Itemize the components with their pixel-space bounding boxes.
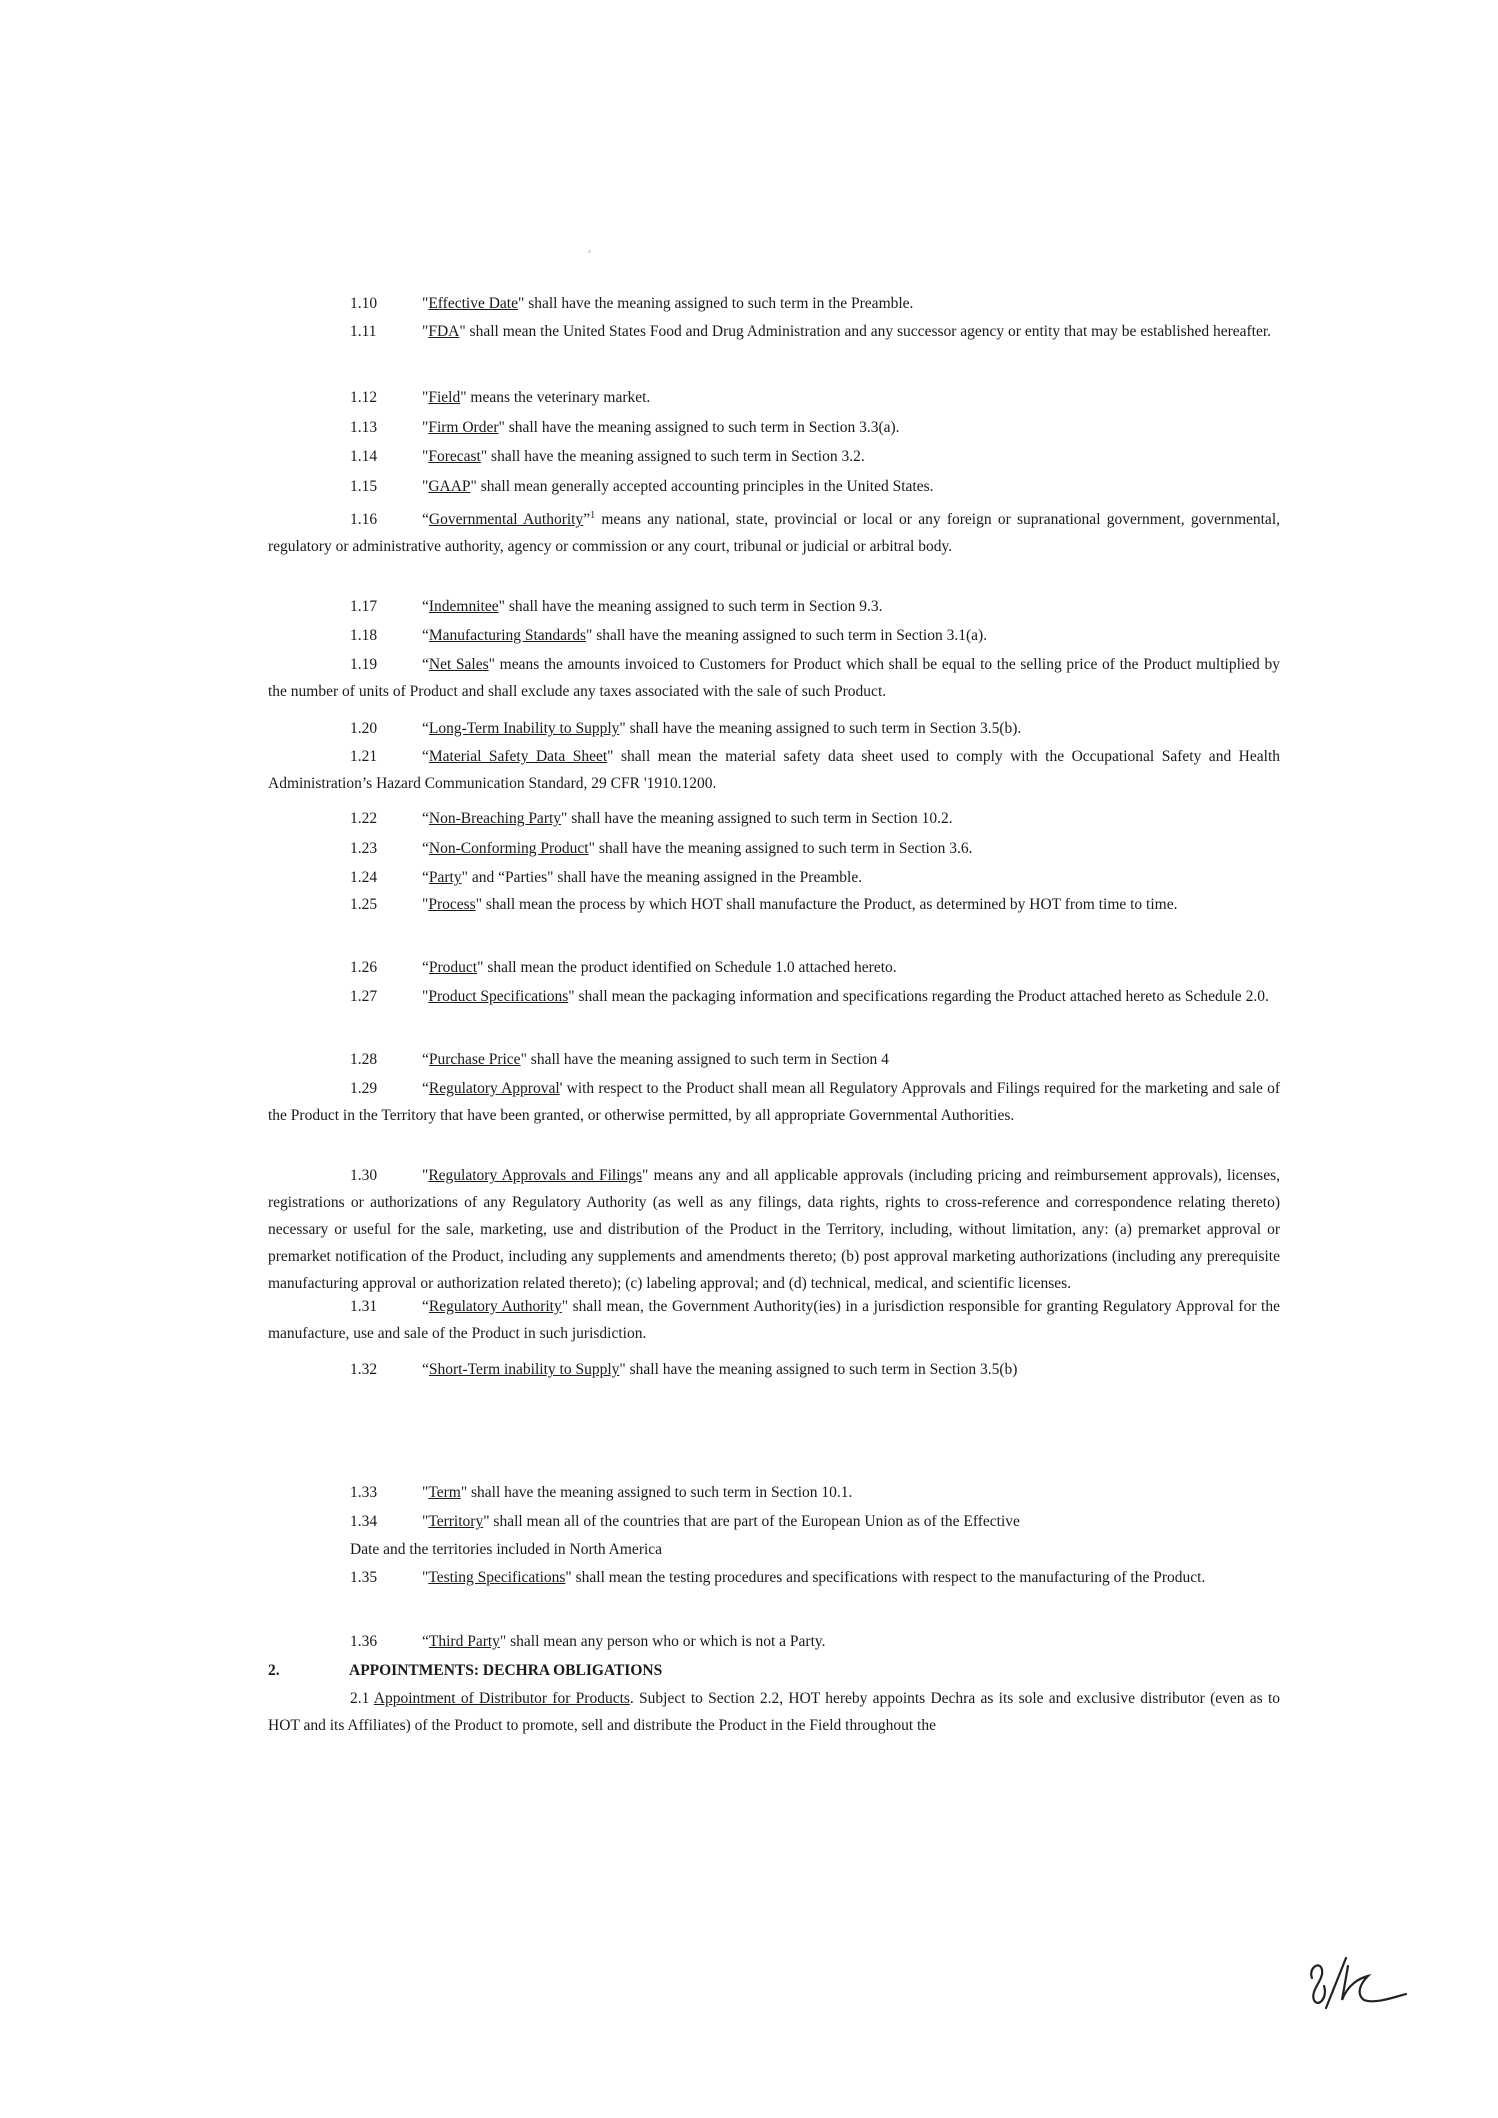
definition-body [268, 443, 1280, 470]
definition-number: 1.17 [350, 598, 378, 615]
definition-body [268, 593, 1280, 620]
definition-text: shall mean any person who or which is not a Party. [506, 1633, 826, 1650]
defined-term: Process [428, 896, 476, 913]
defined-term: Indemnitee [428, 598, 499, 615]
defined-term: Effective Date [428, 295, 518, 312]
definition-number: 1.28 [350, 1051, 378, 1068]
defined-term: Testing Specifications [428, 1569, 566, 1586]
definition-1-16 [268, 502, 1280, 560]
definition-number: 1.19 [350, 656, 378, 673]
quote-close: " [520, 1051, 527, 1068]
definition-text: shall have the meaning assigned to such term in Section 3.3(a). [504, 419, 900, 436]
definition-1-29 [268, 1075, 1280, 1129]
definition-1-22 [268, 805, 1280, 832]
definition-body [268, 864, 1280, 891]
definition-body [268, 622, 1280, 649]
definition-text: shall mean the process by which HOT shall manufacture the Product, as determined by HOT from time to time. [482, 896, 1178, 913]
quote-open: " [422, 419, 429, 436]
quote-open: " [422, 448, 429, 465]
definition-number: 1.10 [350, 295, 378, 312]
quote-open: " [422, 389, 429, 406]
quote-close: " [588, 840, 595, 857]
quote-open: " [422, 1167, 429, 1184]
quote-open: “ [422, 810, 429, 827]
quote-close: " [586, 627, 593, 644]
defined-term: Manufacturing Standards [428, 627, 587, 644]
section-heading [268, 1657, 662, 1684]
definition-text: shall have the meaning assigned to such term in Section 9.3. [504, 598, 883, 615]
definition-1-25 [268, 891, 1280, 918]
definition-1-30 [268, 1162, 1280, 1297]
definition-1-18 [268, 622, 1280, 649]
defined-term: Regulatory Approvals and Filings [428, 1167, 643, 1184]
definition-number: 1.16 [350, 511, 378, 529]
definition-text: shall mean the material safety data sheet used to comply with the Occupational Safety and Health Administration’s Hazard Communication Standard, 29 CFR '1910.1200. [268, 748, 1280, 792]
paragraph-number: 2.1 [350, 1690, 370, 1707]
definition-number: 1.22 [350, 810, 378, 827]
quote-open: " [422, 1484, 429, 1501]
quote-open: “ [422, 840, 429, 857]
quote-close: " [488, 656, 495, 673]
quote-close: " [642, 1167, 649, 1184]
paragraph-text: . Subject to Section 2.2, HOT hereby appoints Dechra as its sole and exclusive distributor (even as to HOT and its Affiliates) of the Product to promote, sell and distribute the Product in the Field throughout the [268, 1690, 1281, 1734]
defined-term: Regulatory Approval [428, 1080, 560, 1097]
quote-close: " [483, 1513, 490, 1530]
defined-term: Product [428, 959, 478, 976]
definition-body [268, 1564, 1280, 1591]
definition-1-12 [268, 384, 1280, 411]
quote-open: “ [422, 748, 429, 765]
definition-body [268, 502, 1280, 560]
defined-term: Third Party [428, 1633, 500, 1650]
quote-close: " [619, 720, 626, 737]
definition-text: means the veterinary market. [466, 389, 651, 406]
definition-1-24 [268, 864, 1280, 891]
definition-number: 1.21 [350, 748, 378, 765]
definition-text: shall have the meaning assigned to such term in Section 3.6. [594, 840, 973, 857]
defined-term: Product Specifications [428, 988, 569, 1005]
definition-text: shall mean the product identified on Schedule 1.0 attached hereto. [483, 959, 897, 976]
definition-body [268, 743, 1280, 797]
handwritten-initials [1302, 1938, 1412, 2018]
definition-body [268, 1628, 1280, 1655]
definition-1-26 [268, 954, 1280, 981]
defined-term: Non-Conforming Product [428, 840, 589, 857]
quote-open: “ [422, 869, 429, 886]
definition-body [268, 1479, 1280, 1506]
definition-body [268, 835, 1280, 862]
quote-close: " [607, 748, 614, 765]
definition-body [268, 651, 1280, 705]
quote-open: " [422, 896, 429, 913]
defined-term: Firm Order [428, 419, 499, 436]
defined-term: Territory [428, 1513, 484, 1530]
definition-number: 1.33 [350, 1484, 378, 1501]
section-title: APPOINTMENTS: DECHRA OBLIGATIONS [349, 1662, 663, 1679]
definition-body [268, 318, 1280, 345]
definition-text: shall mean the packaging information and specifications regarding the Product attached hereto as Schedule 2.0. [574, 988, 1269, 1005]
definition-1-34 [268, 1508, 1280, 1535]
defined-term: Field [428, 389, 461, 406]
definition-body [268, 1508, 1280, 1535]
definition-number: 1.29 [350, 1080, 378, 1097]
definition-1-17 [268, 593, 1280, 620]
definition-1-32 [268, 1356, 1280, 1383]
definition-text: shall have the meaning assigned to such term in Section 3.1(a). [592, 627, 988, 644]
quote-close: ' [559, 1080, 563, 1097]
definition-text: shall have the meaning assigned to such term in Section 10.2. [567, 810, 953, 827]
definition-number: 1.14 [350, 448, 378, 465]
paragraph-2-1 [268, 1685, 1280, 1739]
definition-1-13 [268, 414, 1280, 441]
defined-term: Forecast [428, 448, 481, 465]
definition-text: shall mean generally accepted accounting principles in the United States. [476, 478, 934, 495]
quote-open: “ [422, 1051, 429, 1068]
definition-body [268, 414, 1280, 441]
defined-term: Purchase Price [428, 1051, 521, 1068]
quote-open: " [422, 323, 429, 340]
quote-close: " [498, 598, 505, 615]
definition-body [268, 1075, 1280, 1129]
definition-number: 1.30 [350, 1167, 378, 1184]
quote-close: " [619, 1361, 626, 1378]
definition-body [268, 384, 1280, 411]
quote-open: " [422, 988, 429, 1005]
definition-body [268, 290, 1280, 317]
quote-open: " [422, 1569, 429, 1586]
quote-open: “ [422, 656, 429, 673]
quote-close: " [561, 1298, 569, 1315]
quote-open: “ [422, 1633, 429, 1650]
defined-term: Regulatory Authority [428, 1298, 562, 1315]
definition-number: 1.18 [350, 627, 378, 644]
definition-1-33 [268, 1479, 1280, 1506]
definition-body [268, 805, 1280, 832]
quote-close: " [565, 1569, 572, 1586]
definition-body [268, 1356, 1280, 1383]
quote-close: " [480, 448, 488, 465]
definition-1-14 [268, 443, 1280, 470]
definition-number: 1.23 [350, 840, 378, 857]
definition-text: shall mean, the Government Authority(ies) in a jurisdiction responsible for granting Regulatory Approval for the manufacture, use and sale of the Product in such jurisdiction. [268, 1298, 1280, 1342]
definition-number: 1.12 [350, 389, 378, 406]
definition-number: 1.25 [350, 896, 378, 913]
definition-number: 1.27 [350, 988, 378, 1005]
definition-text: shall have the meaning assigned to such term in Section 4 [526, 1051, 889, 1068]
definition-body [268, 983, 1280, 1010]
definition-text: means the amounts invoiced to Customers for Product which shall be equal to the selling price of the Product multiplied by the number of units of Product and shall exclude any taxes associated with the sale of such Product. [268, 656, 1280, 700]
definition-1-11 [268, 318, 1280, 345]
definition-text: shall have the meaning assigned to such term in Section 3.2. [487, 448, 865, 465]
definition-1-27 [268, 983, 1280, 1010]
definition-number: 1.20 [350, 720, 378, 737]
quote-close: " [568, 988, 575, 1005]
defined-term: Term [428, 1484, 461, 1501]
quote-close: " [461, 869, 468, 886]
definition-number: 1.34 [350, 1513, 378, 1530]
definition-number: 1.35 [350, 1569, 378, 1586]
definition-body [268, 954, 1280, 981]
quote-open: " [422, 1513, 429, 1530]
defined-term: Net Sales [428, 656, 489, 673]
definition-number: 1.32 [350, 1361, 378, 1378]
definition-text: shall mean all of the countries that are part of the European Union as of the Effective [489, 1513, 1020, 1530]
defined-term: GAAP [428, 478, 471, 495]
definition-1-36 [268, 1628, 1280, 1655]
quote-open: “ [422, 511, 429, 529]
definition-text: shall have the meaning assigned to such term in Section 10.1. [467, 1484, 853, 1501]
definition-1-19 [268, 651, 1280, 705]
definition-text: shall mean the testing procedures and specifications with respect to the manufacturing of the Product. [571, 1569, 1206, 1586]
definition-number: 1.15 [350, 478, 378, 495]
quote-close: " [561, 810, 568, 827]
definition-number: 1.26 [350, 959, 378, 976]
definition-body [268, 1162, 1280, 1297]
definition-body [268, 891, 1280, 918]
definition-number: 1.36 [350, 1633, 378, 1650]
quote-open: “ [422, 1361, 429, 1378]
definition-number: 1.24 [350, 869, 378, 886]
definition-1-31 [268, 1293, 1280, 1347]
definition-1-20 [268, 715, 1280, 742]
territory-continuation: Date and the territories included in North America [350, 1541, 663, 1558]
quote-open: “ [422, 959, 429, 976]
section-number: 2. [268, 1662, 280, 1679]
definition-text: shall have the meaning assigned to such term in Section 3.5(b) [625, 1361, 1018, 1378]
quote-open: “ [422, 1298, 429, 1315]
defined-term: Party [428, 869, 462, 886]
defined-term: Governmental Authority [428, 511, 584, 529]
quote-close: " [517, 295, 525, 312]
scan-speck [588, 250, 591, 253]
defined-term: Non-Breaching Party [428, 810, 562, 827]
paragraph-heading: Appointment of Distributor for Products [373, 1690, 630, 1707]
quote-close: " [460, 389, 467, 406]
quote-open: “ [422, 598, 429, 615]
quote-close: " [498, 419, 505, 436]
quote-close: " [460, 1484, 468, 1501]
quote-close: " [459, 323, 466, 340]
quote-open: " [422, 478, 429, 495]
quote-close: " [499, 1633, 507, 1650]
definition-text: means any and all applicable approvals (including pricing and reimbursement approvals), licenses, registrations or authorizations of any Regulatory Authority (as well as any filings, data rights, rights to cross-reference and correspondence relating thereto) necessary or useful for the sale, marketing, use and distribution of the Product in the Territory, including, without limitation, any: (a) premarket approval or premarket notification of the Product, including any supplements and amendments thereto; (b) post approval marketing authorizations (including any prerequisite manufacturing approval or authorization related thereto); (c) labeling approval; and (d) technical, medical, and scientific licenses. [268, 1167, 1280, 1292]
quote-open: “ [422, 627, 429, 644]
quote-close: " [477, 959, 484, 976]
defined-term: Material Safety Data Sheet [428, 748, 608, 765]
definition-text: and “Parties" shall have the meaning assigned in the Preamble. [467, 869, 863, 886]
definition-1-35 [268, 1564, 1280, 1591]
definition-text: means any national, state, provincial or local or any foreign or supranational government, governmental, regulatory or administrative authority, agency or commission or any court, tribunal or judicial or arbitral body. [268, 511, 1280, 556]
definition-number: 1.11 [350, 323, 377, 340]
definition-body [268, 1046, 1280, 1073]
definition-text: with respect to the Product shall mean all Regulatory Approvals and Filings required for the marketing and sale of the Product in the Territory that have been granted, or otherwise permitted, by all appropriate Governmental Authorities. [268, 1080, 1280, 1124]
definition-body [268, 1293, 1280, 1347]
definition-number: 1.31 [350, 1298, 378, 1315]
quote-open: " [422, 295, 429, 312]
footnote-marker: 1 [590, 510, 596, 521]
definition-1-15 [268, 473, 1280, 500]
quote-close: " [470, 478, 477, 495]
defined-term: Long-Term Inability to Supply [428, 720, 620, 737]
definition-1-21 [268, 743, 1280, 797]
defined-term: FDA [428, 323, 460, 340]
definition-text: shall have the meaning assigned to such term in Section 3.5(b). [625, 720, 1022, 737]
definition-text: shall have the meaning assigned to such term in the Preamble. [524, 295, 914, 312]
definition-body [268, 473, 1280, 500]
quote-close: " [475, 896, 483, 913]
defined-term: Short-Term inability to Supply [428, 1361, 620, 1378]
definition-1-10 [268, 290, 1280, 317]
definition-number: 1.13 [350, 419, 378, 436]
definition-1-28 [268, 1046, 1280, 1073]
definition-1-23 [268, 835, 1280, 862]
quote-open: “ [422, 1080, 429, 1097]
definition-body [268, 715, 1280, 742]
definition-text: shall mean the United States Food and Drug Administration and any successor agency or entity that may be established hereafter. [465, 323, 1272, 340]
quote-open: “ [422, 720, 429, 737]
quote-close: ” [583, 511, 591, 529]
